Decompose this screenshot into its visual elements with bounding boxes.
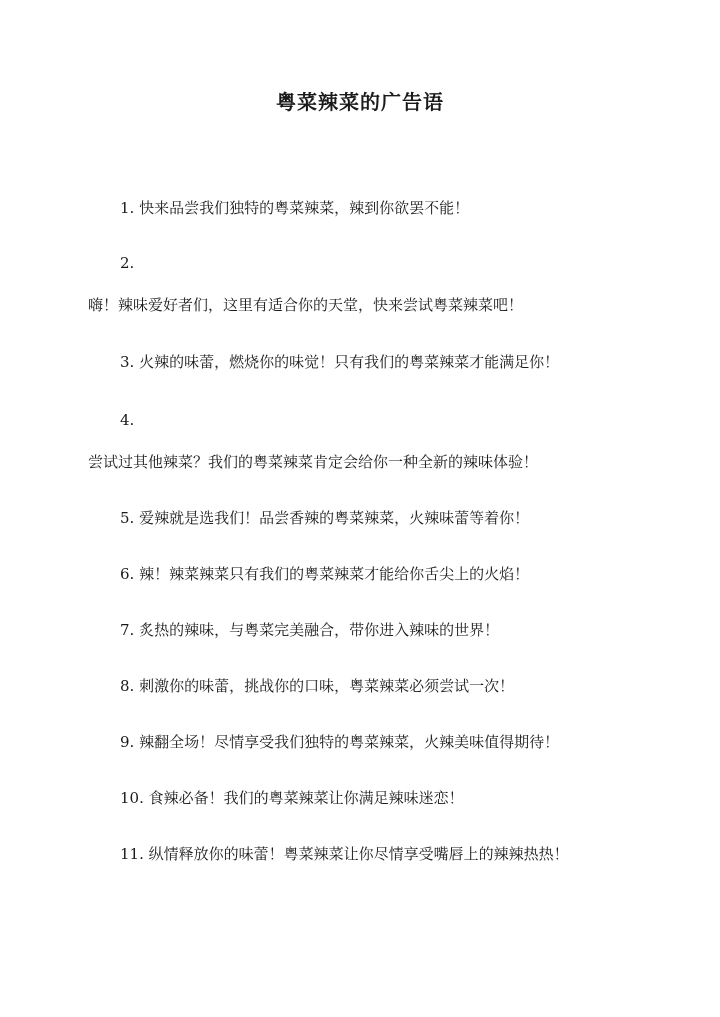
slogan-8: 8. 刺激你的味蕾，挑战你的口味，粤菜辣菜必须尝试一次！ <box>120 677 515 695</box>
slogan-3: 3. 火辣的味蕾，燃烧你的味觉！只有我们的粤菜辣菜才能满足你！ <box>120 353 560 371</box>
slogan-9: 9. 辣翻全场！尽情享受我们独特的粤菜辣菜，火辣美味值得期待！ <box>120 733 560 751</box>
slogan-4-text: 尝试过其他辣菜？我们的粤菜辣菜肯定会给你一种全新的辣味体验！ <box>88 453 539 471</box>
slogan-2-number: 2. <box>120 254 135 272</box>
slogan-2-text: 嗨！辣味爱好者们，这里有适合你的天堂，快来尝试粤菜辣菜吧！ <box>88 296 524 314</box>
slogan-10: 10. 食辣必备！我们的粤菜辣菜让你满足辣味迷恋！ <box>120 789 464 807</box>
slogan-11: 11. 纵情释放你的味蕾！粤菜辣菜让你尽情享受嘴唇上的辣辣热热！ <box>120 845 569 863</box>
slogan-6: 6. 辣！辣菜辣菜只有我们的粤菜辣菜才能给你舌尖上的火焰！ <box>120 565 530 583</box>
slogan-5: 5. 爱辣就是选我们！品尝香辣的粤菜辣菜，火辣味蕾等着你！ <box>120 509 530 527</box>
document-title: 粤菜辣菜的广告语 <box>276 90 444 114</box>
slogan-1: 1. 快来品尝我们独特的粤菜辣菜，辣到你欲罢不能！ <box>120 199 470 217</box>
slogan-7: 7. 炙热的辣味，与粤菜完美融合，带你进入辣味的世界！ <box>120 621 500 639</box>
slogan-4-number: 4. <box>120 411 135 429</box>
